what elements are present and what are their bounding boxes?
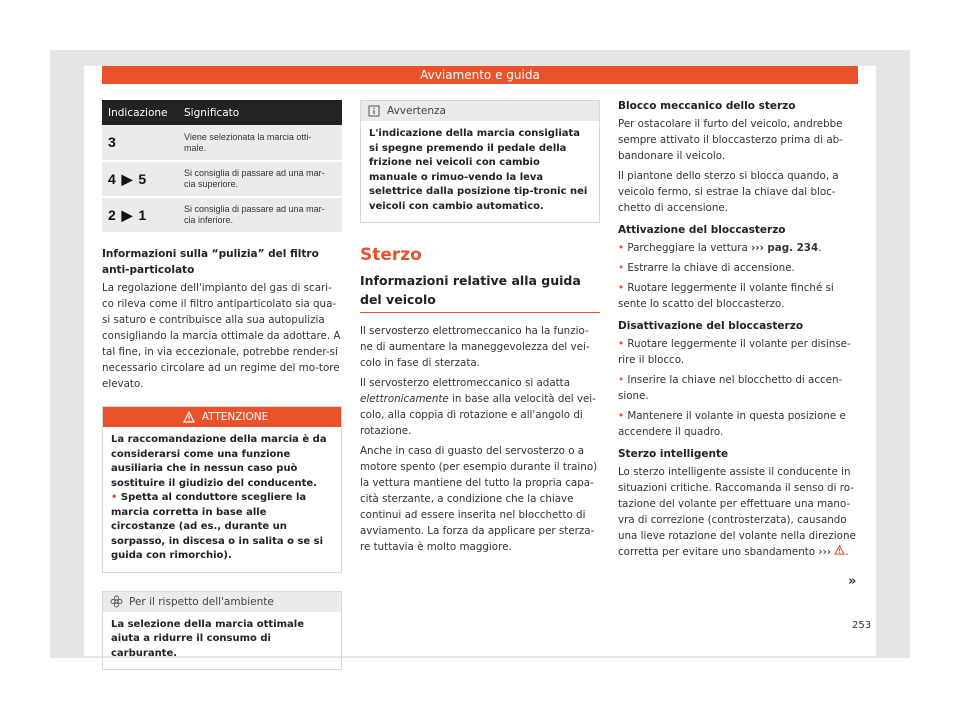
- column-right: [618, 98, 858, 564]
- filter-paragraph: La regolazione dell'impianto del gas di scari-co rileva come il filtro antiparticolato sia qua-si saturo e contribuisce alla sua autopulizia consigliando la marcia ottimale da adottare. A tal fine, in via eccezionale, potrebbe render-si necessario circolare ad un regime del mo-tore elevato.: [102, 282, 341, 390]
- gear-symbol: 4 ▶ 5: [102, 161, 178, 197]
- lock-paragraph-1: Per ostacolare il furto del veicolo, andrebbe sempre attivato il bloccasterzo prima di ab-bandonare il veicolo.: [618, 118, 843, 162]
- list-item: [618, 408, 858, 440]
- gear-indication-table: [102, 100, 342, 234]
- notice-title: Avvertenza: [387, 105, 446, 117]
- environment-header: [103, 592, 341, 612]
- table-row: [102, 197, 342, 233]
- continue-mark: »: [848, 574, 857, 589]
- bullet-icon: •: [618, 374, 628, 386]
- gear-symbol: 2 ▶ 1: [102, 197, 178, 233]
- info-icon: [367, 104, 381, 118]
- warning-triangle-icon: [834, 546, 845, 558]
- attention-text: La raccomandazione della marcia è da considerarsi come una funzione ausiliaria che in nessun caso può sostituire il giudizio del conducente.: [111, 434, 327, 489]
- attention-box: [102, 406, 342, 573]
- flower-icon: [109, 595, 123, 609]
- deactivation-heading: Disattivazione del bloccasterzo: [618, 320, 804, 332]
- text-span: in base alla velocità del vei-colo, alla coppia di rotazione e all'angolo di rotazione.: [360, 393, 596, 437]
- smart-steering-heading: Sterzo intelligente: [618, 448, 729, 460]
- list-item: [618, 372, 858, 404]
- attention-title: ATTENZIONE: [201, 411, 269, 423]
- list-text: Mantenere il volante in questa posizione e accendere il quadro.: [618, 410, 846, 438]
- smart-steering-paragraph: Lo sterzo intelligente assiste il conducente in situazioni critiche. Raccomanda il senso di ro-tazione del volante per effettuare una mano-vra di correzione (controsterzata), causando una lieve rotazione del volante nella direzione corretta per evitare uno sbandamento ››› .: [618, 466, 856, 558]
- lock-heading: Blocco meccanico dello sterzo: [618, 100, 796, 112]
- page-number: 253: [852, 620, 872, 631]
- attention-body: [103, 427, 341, 572]
- notice-box: [360, 100, 600, 223]
- gear-symbol: 3: [102, 125, 178, 161]
- list-text: Estrarre la chiave di accensione.: [627, 262, 795, 274]
- table-row: [102, 125, 342, 161]
- page-reference-link[interactable]: ››› pag. 234: [751, 242, 819, 254]
- list-text: Parcheggiare la vettura: [627, 242, 748, 254]
- bullet-icon: •: [618, 242, 628, 254]
- list-text: Inserire la chiave nel blocchetto di accen-sione.: [618, 374, 843, 402]
- bullet-icon: •: [618, 262, 628, 274]
- filter-heading: Informazioni sulla “pulizia” del filtro anti-particolato: [102, 248, 319, 276]
- list-text: Ruotare leggermente il volante finché si sente lo scatto del bloccasterzo.: [618, 282, 834, 310]
- steering-paragraph-1: Il servosterzo elettromeccanico ha la funzio-ne di aumentare la maneggevolezza del vei-colo in fase di sterzata.: [360, 325, 590, 369]
- section-title: Sterzo: [360, 245, 422, 265]
- table-header-meaning: Significato: [178, 100, 342, 125]
- chapter-header: Avviamento e guida: [102, 66, 858, 84]
- attention-bullet-text: Spetta al conduttore scegliere la marcia corretta in base alle circostanze (ad es., durante un sorpasso, in discesa o in salita o se si guida con rimorchio).: [111, 492, 324, 561]
- list-text: Ruotare leggermente il volante per disinse-rire il blocco.: [618, 338, 851, 366]
- bullet-icon: •: [618, 282, 628, 294]
- attention-bullet-item: [111, 491, 333, 564]
- environment-box: [102, 591, 342, 671]
- column-left: [102, 100, 342, 670]
- bullet-icon: •: [618, 410, 628, 422]
- environment-title: Per il rispetto dell'ambiente: [129, 595, 274, 608]
- list-item: • Parcheggiare la vettura ››› pag. 234.: [618, 242, 822, 254]
- list-item: [618, 280, 858, 312]
- gear-meaning: Si consiglia di passare ad una mar- cia superiore.: [178, 161, 342, 197]
- italic-text: elettronicamente: [360, 393, 449, 405]
- bullet-icon: •: [618, 338, 628, 350]
- lock-paragraph-2: Il piantone dello sterzo si blocca quando, a veicolo fermo, si estrae la chiave dal bloc-chetto di accensione.: [618, 170, 839, 214]
- warning-triangle-icon: [182, 410, 196, 424]
- bullet-icon: •: [111, 492, 121, 503]
- list-item: [618, 260, 858, 276]
- warning-reference-link[interactable]: ›››: [818, 546, 832, 558]
- table-row: [102, 161, 342, 197]
- steering-paragraph-3: Anche in caso di guasto del servosterzo o a motore spento (per esempio durante il traino) la vettura mantiene del tutto la propria capa-cità sterzante, a condizione che la chiave continui ad essere inserita nel blocchetto di avviamento. La forza da applicare per sterza-re tuttavia è molto maggiore.: [360, 445, 598, 553]
- environment-text: La selezione della marcia ottimale aiuta a ridurre il consumo di carburante.: [111, 618, 304, 659]
- text-span: Lo sterzo intelligente assiste il conducente in situazioni critiche. Raccomanda il senso di ro-tazione del volante per effettuare una mano-vra di correzione (controsterzata), causando una lieve rotazione del volante nella direzione corretta per evitare uno sbandamento: [618, 466, 856, 558]
- notice-text: L'indicazione della marcia consigliata si spegne premendo il pedale della frizione nei veicoli con cambio manuale o rimuo-vendo la leva selettrice dalla posizione tip-tronic nei veicoli con cambio automatico.: [369, 128, 588, 212]
- activation-heading: Attivazione del bloccasterzo: [618, 224, 786, 236]
- table-header-indication: Indicazione: [102, 100, 178, 125]
- attention-header: [103, 407, 341, 427]
- gear-meaning: Si consiglia di passare ad una mar- cia inferiore.: [178, 197, 342, 233]
- subsection-title: Informazioni relative alla guida del veicolo: [360, 271, 600, 313]
- text-span: Il servosterzo elettromeccanico si adatta: [360, 377, 571, 389]
- table-header-row: [102, 100, 342, 125]
- list-item: [618, 336, 858, 368]
- gear-meaning: Viene selezionata la marcia otti- male.: [178, 125, 342, 161]
- notice-header: [361, 101, 599, 121]
- steering-paragraph-2: [360, 375, 600, 439]
- column-middle: [360, 100, 600, 559]
